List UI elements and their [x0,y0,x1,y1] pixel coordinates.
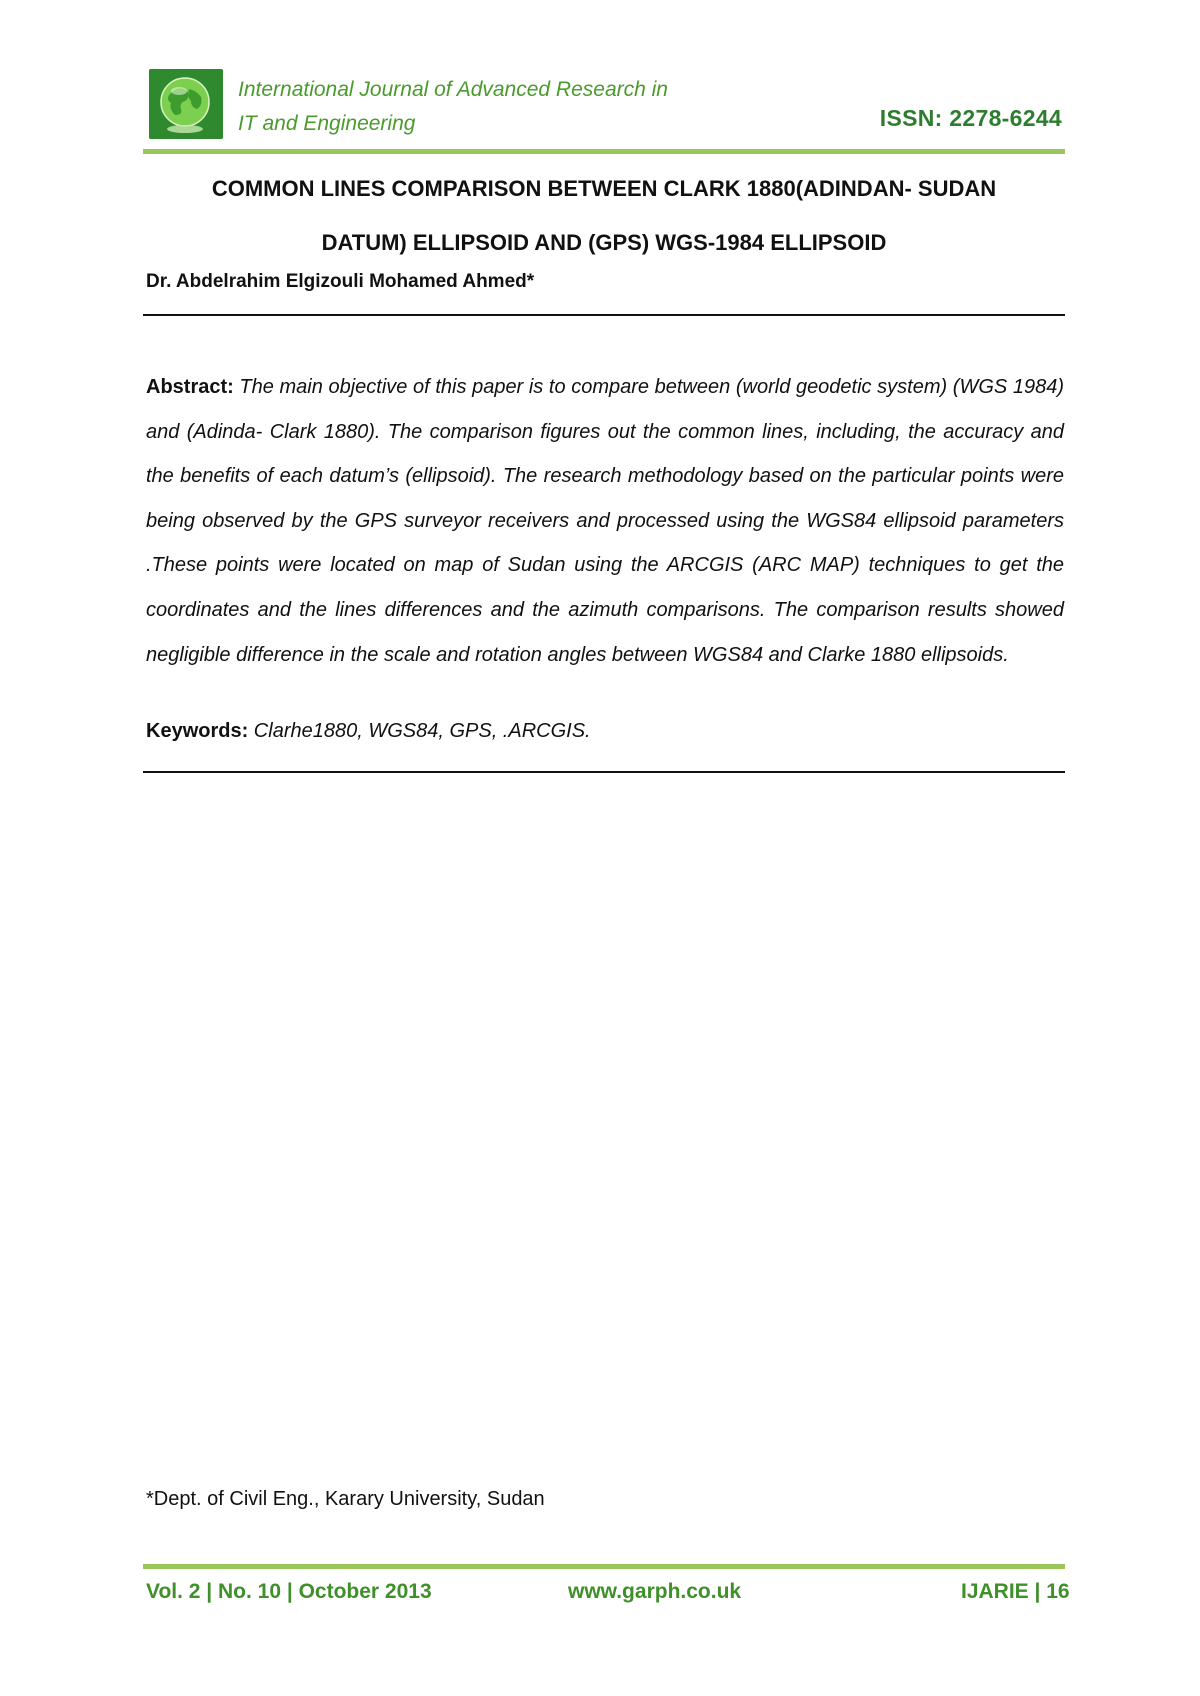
footer-divider [143,1564,1065,1569]
journal-logo [149,69,223,139]
footer-website[interactable]: www.garph.co.uk [568,1580,742,1603]
keywords [146,720,591,743]
keywords-label: Keywords: [146,720,249,742]
abstract-bottom-divider [143,771,1065,773]
abstract-label: Abstract: [146,376,234,398]
author: Dr. Abdelrahim Elgizouli Mohamed Ahmed* [146,271,535,292]
footer-volume: Vol. 2 | No. 10 | October 2013 [146,1580,432,1603]
keywords-text: Clarhe1880, WGS84, GPS, .ARCGIS. [248,720,591,742]
journal-name-line1: International Journal of Advanced Research in [238,78,668,101]
abstract-top-divider [143,314,1065,316]
paper-title-line2: DATUM) ELLIPSOID AND (GPS) WGS-1984 ELLIPSOID [321,230,887,255]
issn: ISSN: 2278-6244 [879,105,1062,131]
paper-title [143,162,1065,270]
footer-page-number: IJARIE | 16 [961,1580,1070,1603]
abstract [146,365,1064,677]
author-affiliation-footnote: *Dept. of Civil Eng., Karary University, Sudan [146,1488,545,1510]
abstract-text: The main objective of this paper is to compare between (world geodetic system) (WGS 1984) and (Adinda- Clark 1880). The comparison figures out the common lines, including, the accuracy and the benefits of each datum’s (ellipsoid). The research methodology based on the particular points were being observed by the GPS surveyor receivers and processed using the WGS84 ellipsoid parameters .These points were located on map of Sudan using the ARCGIS (ARC MAP) techniques to get the coordinates and the lines differences and the azimuth comparisons. The comparison results showed negligible difference in the scale and rotation angles between WGS84 and Clarke 1880 ellipsoids. [146,376,1064,666]
journal-name [238,73,798,141]
journal-name-line2: IT and Engineering [238,112,416,135]
header-divider [143,149,1065,154]
paper-title-line1: COMMON LINES COMPARISON BETWEEN CLARK 1880(ADINDAN- SUDAN [211,176,997,201]
globe-logo-icon [149,69,223,139]
